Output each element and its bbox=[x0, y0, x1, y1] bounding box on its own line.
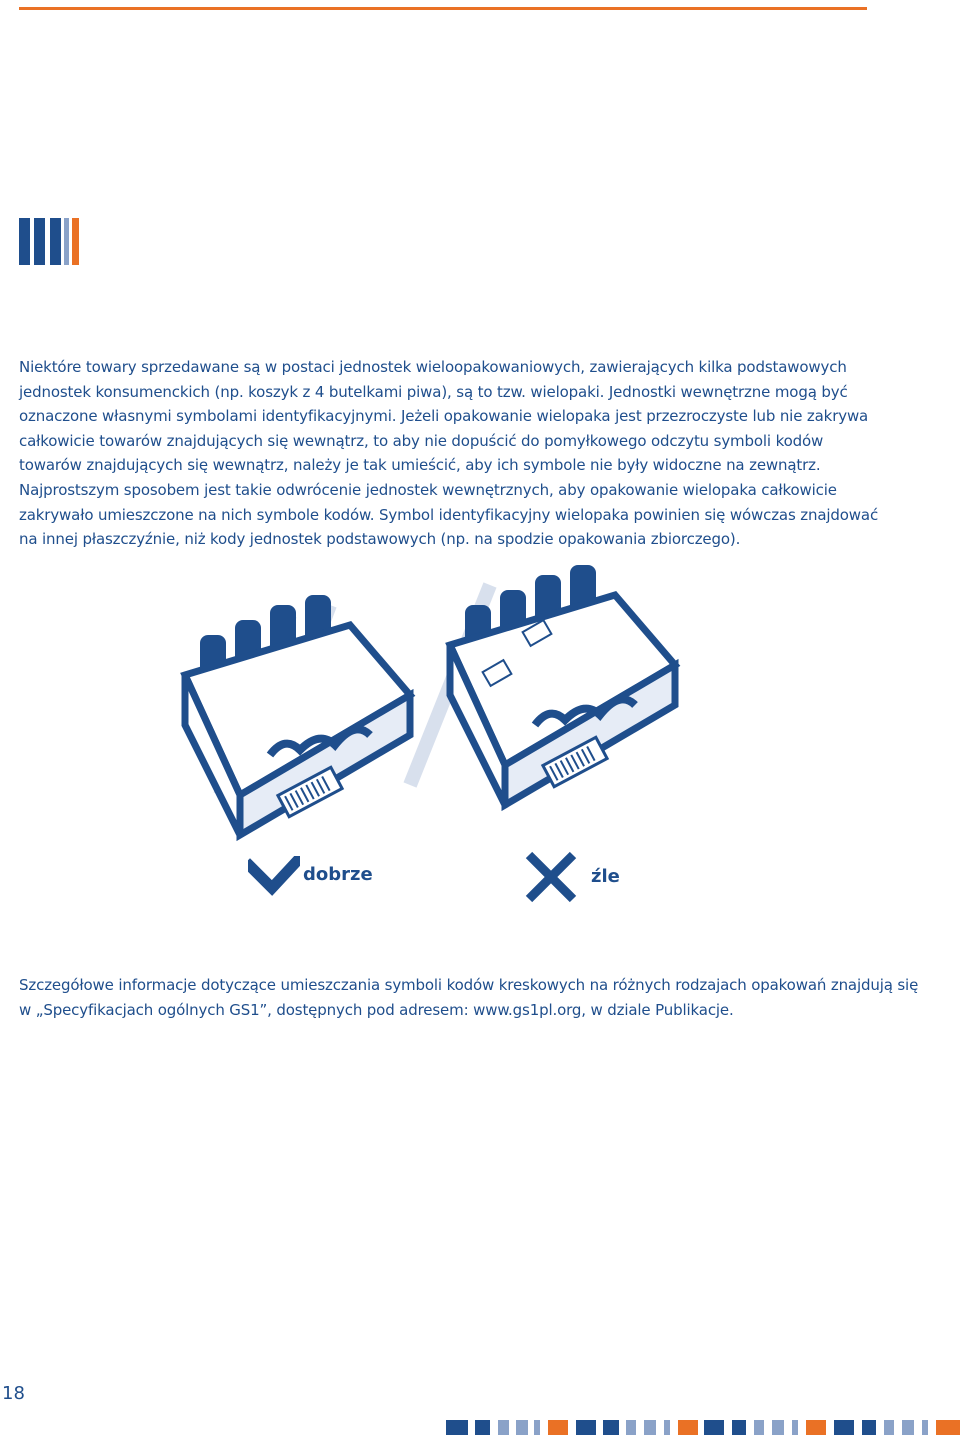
intro-paragraph: Niektóre towary sprzedawane są w postaci jednostek wieloopakowaniowych, zawierających kilka podstawowych jednostek konsumenckich (np. koszyk z 4 butelkami piwa), są to tzw. wielopaki. Jednostki wewnętrzne mogą być oznaczone własnymi symbolami identyfikacyjnymi. Jeżeli opakowanie wielopaka jest przezroczyste lub nie zakrywa całkowicie towarów znajdujących się wewnątrz, to aby nie dopuścić do pomyłkowego odczytu symboli kodów towarów znajdujących się wewnątrz, należy je tak umieścić, aby ich symbole nie były widoczne na zewnątrz. Najprostszym sposobem jest takie odwrócenie jednostek wewnętrznych, aby opakowanie wielopaka całkowicie zakrywało umieszczone na nich symbole kodów. Symbol identyfikacyjny wielopaka powinien się wówczas znajdować na innej płaszczyźnie, niż kody jednostek podstawowych (np. na spodzie opakowania zbiorczego). bbox=[19, 358, 879, 549]
multipack-left bbox=[185, 595, 410, 835]
legend-good bbox=[248, 848, 408, 908]
top-orange-rule bbox=[19, 7, 867, 10]
legend-bad-label: źle bbox=[591, 866, 620, 887]
legend-good-label: dobrze bbox=[303, 864, 373, 885]
page-number: 18 bbox=[2, 1383, 25, 1404]
footer-bars-decoration bbox=[446, 1420, 960, 1435]
checkmark-icon bbox=[248, 856, 300, 898]
details-paragraph: Szczegółowe informacje dotyczące umieszczania symboli kodów kreskowych na różnych rodzajach opakowań znajdują się w „Specyfikacjach ogólnych GS1”, dostępnych pod adresem: www.gs1pl.org, w dziale Publikacje. bbox=[19, 976, 919, 1019]
legend-bad bbox=[524, 848, 664, 908]
cross-icon bbox=[524, 850, 578, 904]
multipack-illustration bbox=[160, 545, 720, 845]
